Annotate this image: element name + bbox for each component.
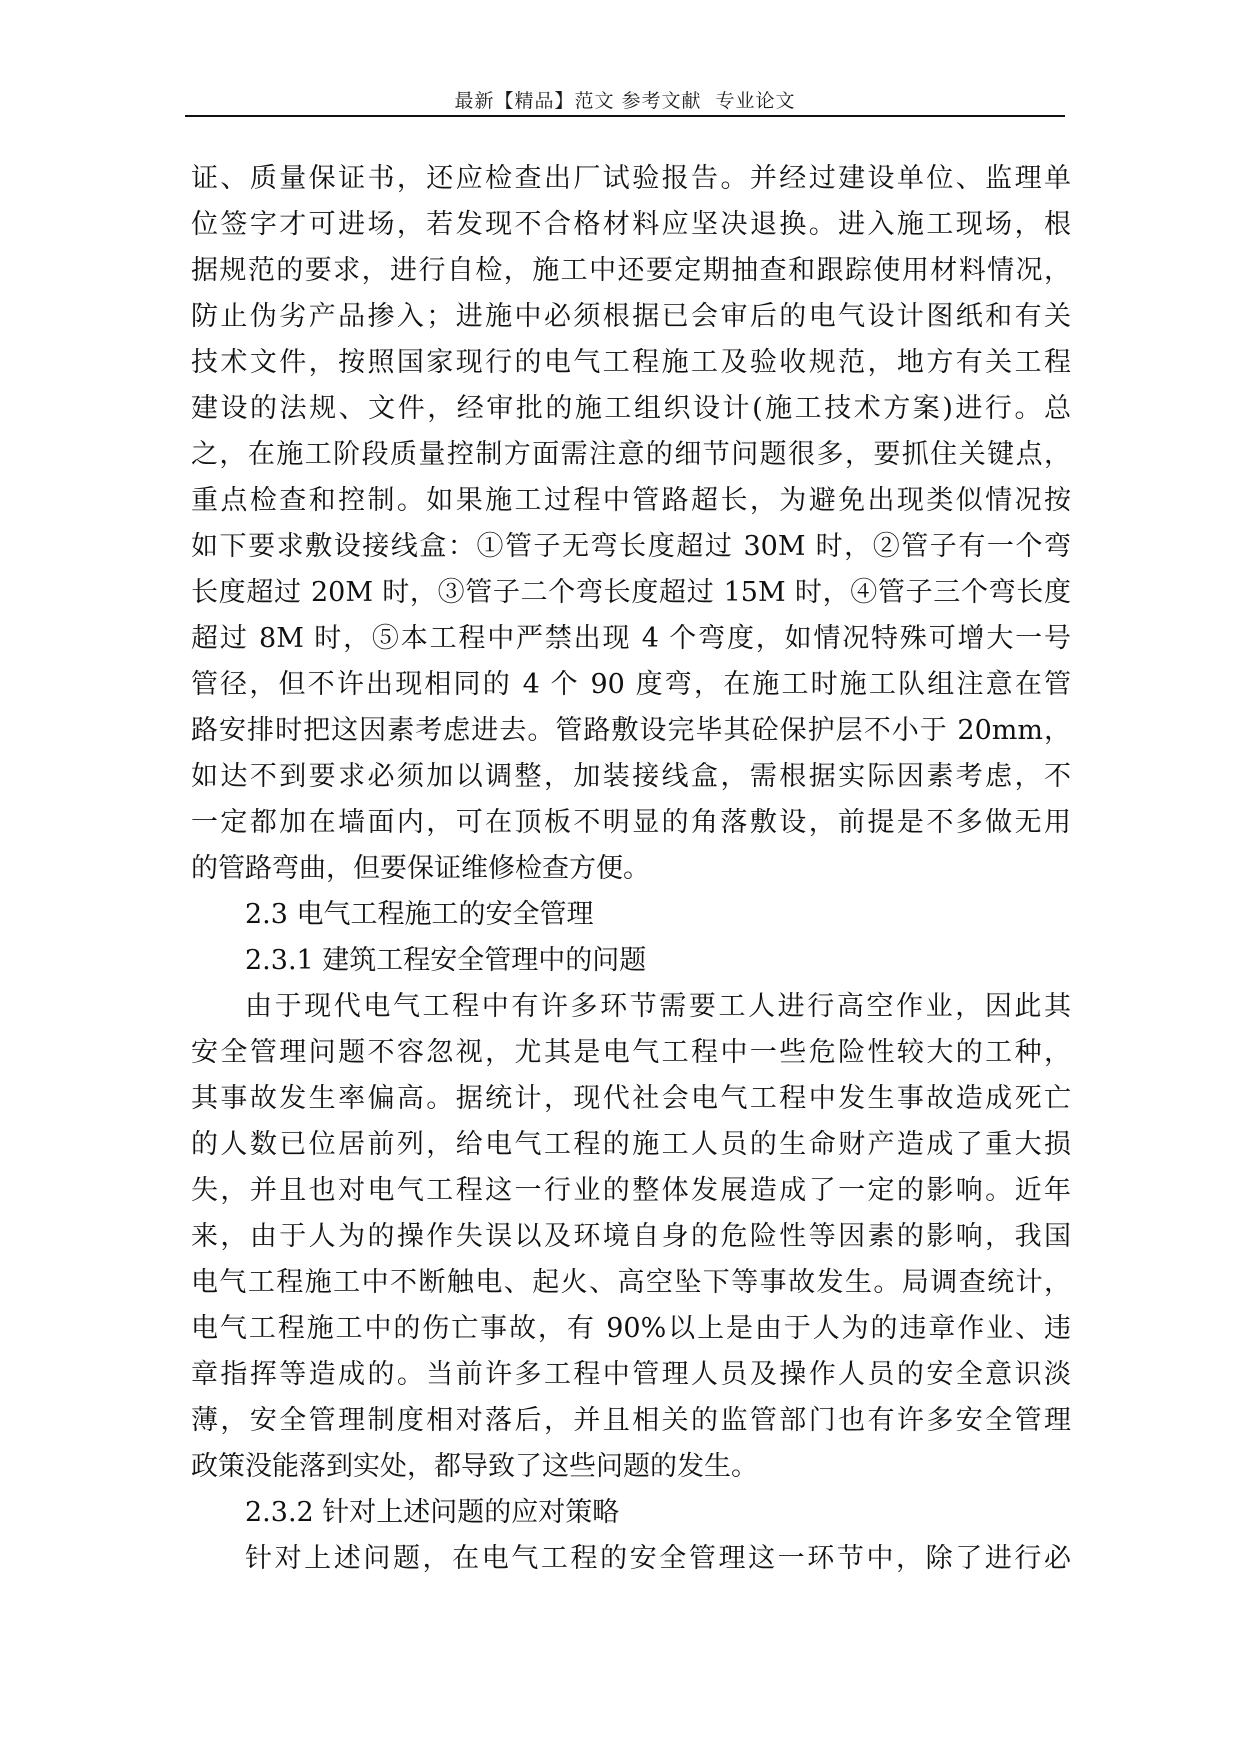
section-heading: 2.3 电气工程施工的安全管理 bbox=[245, 899, 594, 930]
text-line: 证、质量保证书，还应检查出厂试验报告。并经过建设单位、监理单 bbox=[191, 163, 1071, 194]
subsection-heading: 2.3.2 针对上述问题的应对策略 bbox=[245, 1497, 620, 1528]
text-line: 长度超过 20M 时，③管子二个弯长度超过 15M 时，④管子三个弯长度 bbox=[191, 577, 1071, 608]
text-line: 如下要求敷设接线盒：①管子无弯长度超过 30M 时，②管子有一个弯 bbox=[191, 531, 1071, 562]
text-line: 之，在施工阶段质量控制方面需注意的细节问题很多，要抓住关键点， bbox=[191, 439, 1071, 470]
header-divider bbox=[185, 115, 1065, 117]
text-line: 章指挥等造成的。当前许多工程中管理人员及操作人员的安全意识淡 bbox=[191, 1359, 1071, 1390]
text-line: 政策没能落到实处，都导致了这些问题的发生。 bbox=[191, 1451, 758, 1482]
text-line: 路安排时把这因素考虑进去。管路敷设完毕其砼保护层不小于 20mm， bbox=[191, 715, 1071, 746]
text-line: 建设的法规、文件，经审批的施工组织设计(施工技术方案)进行。总 bbox=[191, 393, 1071, 424]
text-line: 一定都加在墙面内，可在顶板不明显的角落敷设，前提是不多做无用 bbox=[191, 807, 1071, 838]
text-line: 重点检查和控制。如果施工过程中管路超长，为避免出现类似情况按 bbox=[191, 485, 1071, 516]
text-line: 安全管理问题不容忽视，尤其是电气工程中一些危险性较大的工种， bbox=[191, 1037, 1071, 1068]
text-line: 防止伪劣产品掺入；进施中必须根据已会审后的电气设计图纸和有关 bbox=[191, 301, 1071, 332]
text-line: 由于现代电气工程中有许多环节需要工人进行高空作业，因此其 bbox=[245, 991, 1071, 1022]
text-line: 薄，安全管理制度相对落后，并且相关的监管部门也有许多安全管理 bbox=[191, 1405, 1071, 1436]
text-line: 电气工程施工中的伤亡事故，有 90%以上是由于人为的违章作业、违 bbox=[191, 1313, 1071, 1344]
page-header: 最新【精品】范文 参考文献 专业论文 bbox=[454, 90, 796, 112]
text-line: 的管路弯曲，但要保证维修检查方便。 bbox=[191, 853, 650, 884]
text-line: 据规范的要求，进行自检，施工中还要定期抽查和跟踪使用材料情况， bbox=[191, 255, 1071, 286]
text-line: 来，由于人为的操作失误以及环境自身的危险性等因素的影响，我国 bbox=[191, 1221, 1071, 1252]
text-line: 针对上述问题，在电气工程的安全管理这一环节中，除了进行必 bbox=[245, 1543, 1071, 1574]
text-line: 技术文件，按照国家现行的电气工程施工及验收规范，地方有关工程 bbox=[191, 347, 1071, 378]
document-body bbox=[191, 156, 1071, 1582]
text-line: 位签字才可进场，若发现不合格材料应坚决退换。进入施工现场，根 bbox=[191, 209, 1071, 240]
subsection-heading: 2.3.1 建筑工程安全管理中的问题 bbox=[245, 945, 647, 976]
text-line: 如达不到要求必须加以调整，加装接线盒，需根据实际因素考虑，不 bbox=[191, 761, 1071, 792]
text-line: 的人数已位居前列，给电气工程的施工人员的生命财产造成了重大损 bbox=[191, 1129, 1071, 1160]
text-line: 管径，但不许出现相同的 4 个 90 度弯，在施工时施工队组注意在管 bbox=[191, 669, 1071, 700]
text-line: 电气工程施工中不断触电、起火、高空坠下等事故发生。局调查统计， bbox=[191, 1267, 1071, 1298]
text-line: 超过 8M 时，⑤本工程中严禁出现 4 个弯度，如情况特殊可增大一号 bbox=[191, 623, 1071, 654]
text-line: 其事故发生率偏高。据统计，现代社会电气工程中发生事故造成死亡 bbox=[191, 1083, 1071, 1114]
text-line: 失，并且也对电气工程这一行业的整体发展造成了一定的影响。近年 bbox=[191, 1175, 1071, 1206]
